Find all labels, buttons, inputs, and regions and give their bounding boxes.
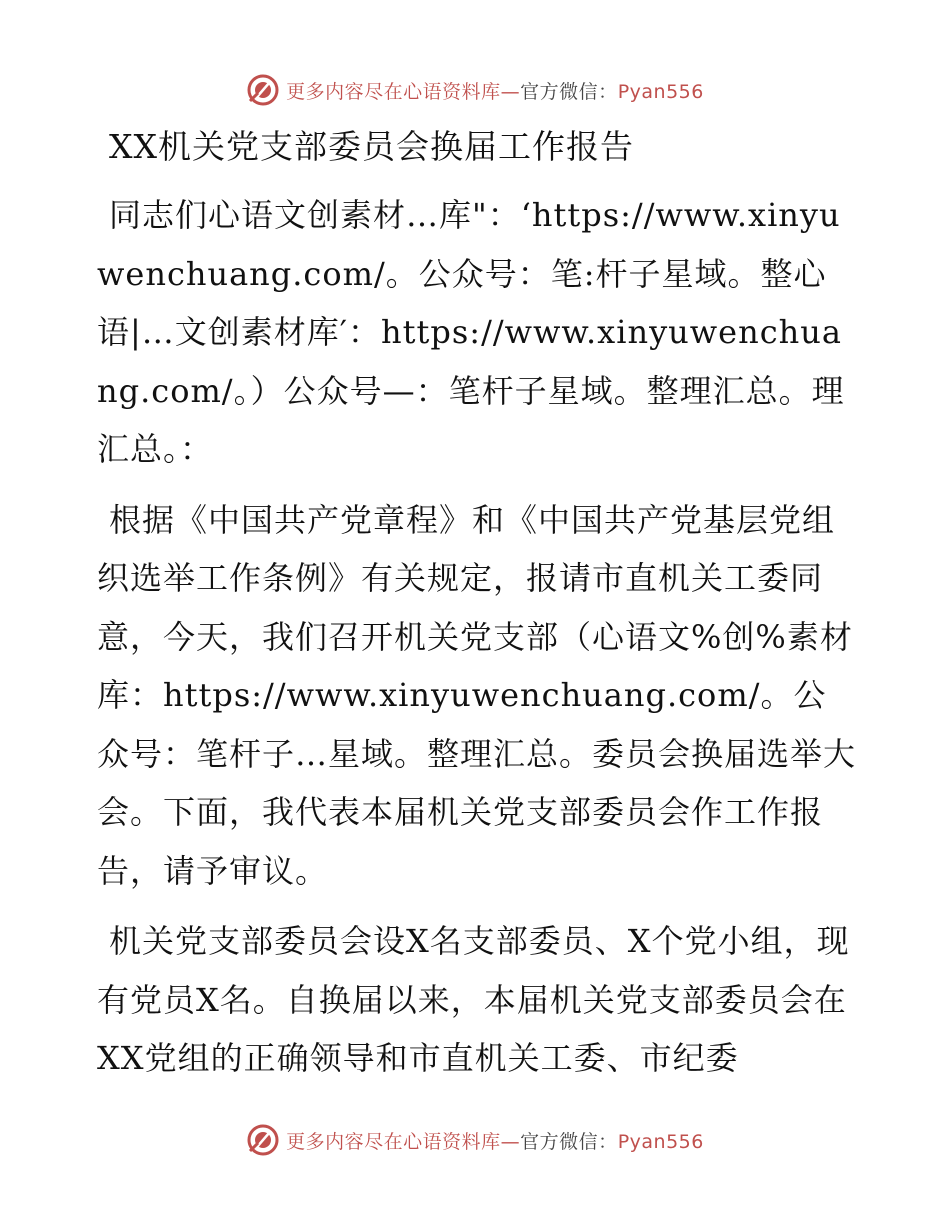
watermark-main: 更多内容尽在心语资料库 <box>286 80 501 103</box>
paragraph-intro: 同志们心语文创素材…库"：‘https://www.xinyuwenchuang.com/。公众号：笔:杆子星域。整心语|…文创素材库′：https://www.xinyuwenchuang.com/。）公众号—：笔杆子星域。整理汇总。理汇总。： <box>97 196 845 468</box>
watermark-wechat-label: 官方微信： <box>520 80 618 103</box>
watermark-wechat-label: 官方微信： <box>520 1130 618 1153</box>
header-watermark <box>0 70 950 110</box>
watermark-separator: — <box>500 1130 521 1153</box>
watermark-wechat-id: Pyan556 <box>617 1130 704 1153</box>
document-title: XX机关党支部委员会换届工作报告 <box>109 127 634 166</box>
watermark-text <box>286 77 704 104</box>
watermark-main: 更多内容尽在心语资料库 <box>286 1130 501 1153</box>
watermark-text <box>286 1127 704 1154</box>
document-body <box>97 118 857 1100</box>
watermark-wechat-id: Pyan556 <box>617 80 704 103</box>
seal-logo-icon <box>246 1123 280 1157</box>
watermark-separator: — <box>500 80 521 103</box>
paragraph-overview: 机关党支部委员会设X名支部委员、X个党小组，现有党员X名。自换届以来，本届机关党支部委员会在XX党组的正确领导和市直机关工委、市纪委 <box>97 922 850 1077</box>
footer-watermark <box>0 1120 950 1160</box>
seal-logo-icon <box>246 73 280 107</box>
paragraph-basis: 根据《中国共产党章程》和《中国共产党基层党组织选举工作条例》有关规定，报请市直机关工委同意，今天，我们召开机关党支部（心语文%创%素材库：https://www.xinyuwenchuang.com/。公众号：笔杆子…星域。整理汇总。委员会换届选举大会。下面，我代表本届机关党支部委员会作工作报告，请予审议。 <box>97 500 857 890</box>
